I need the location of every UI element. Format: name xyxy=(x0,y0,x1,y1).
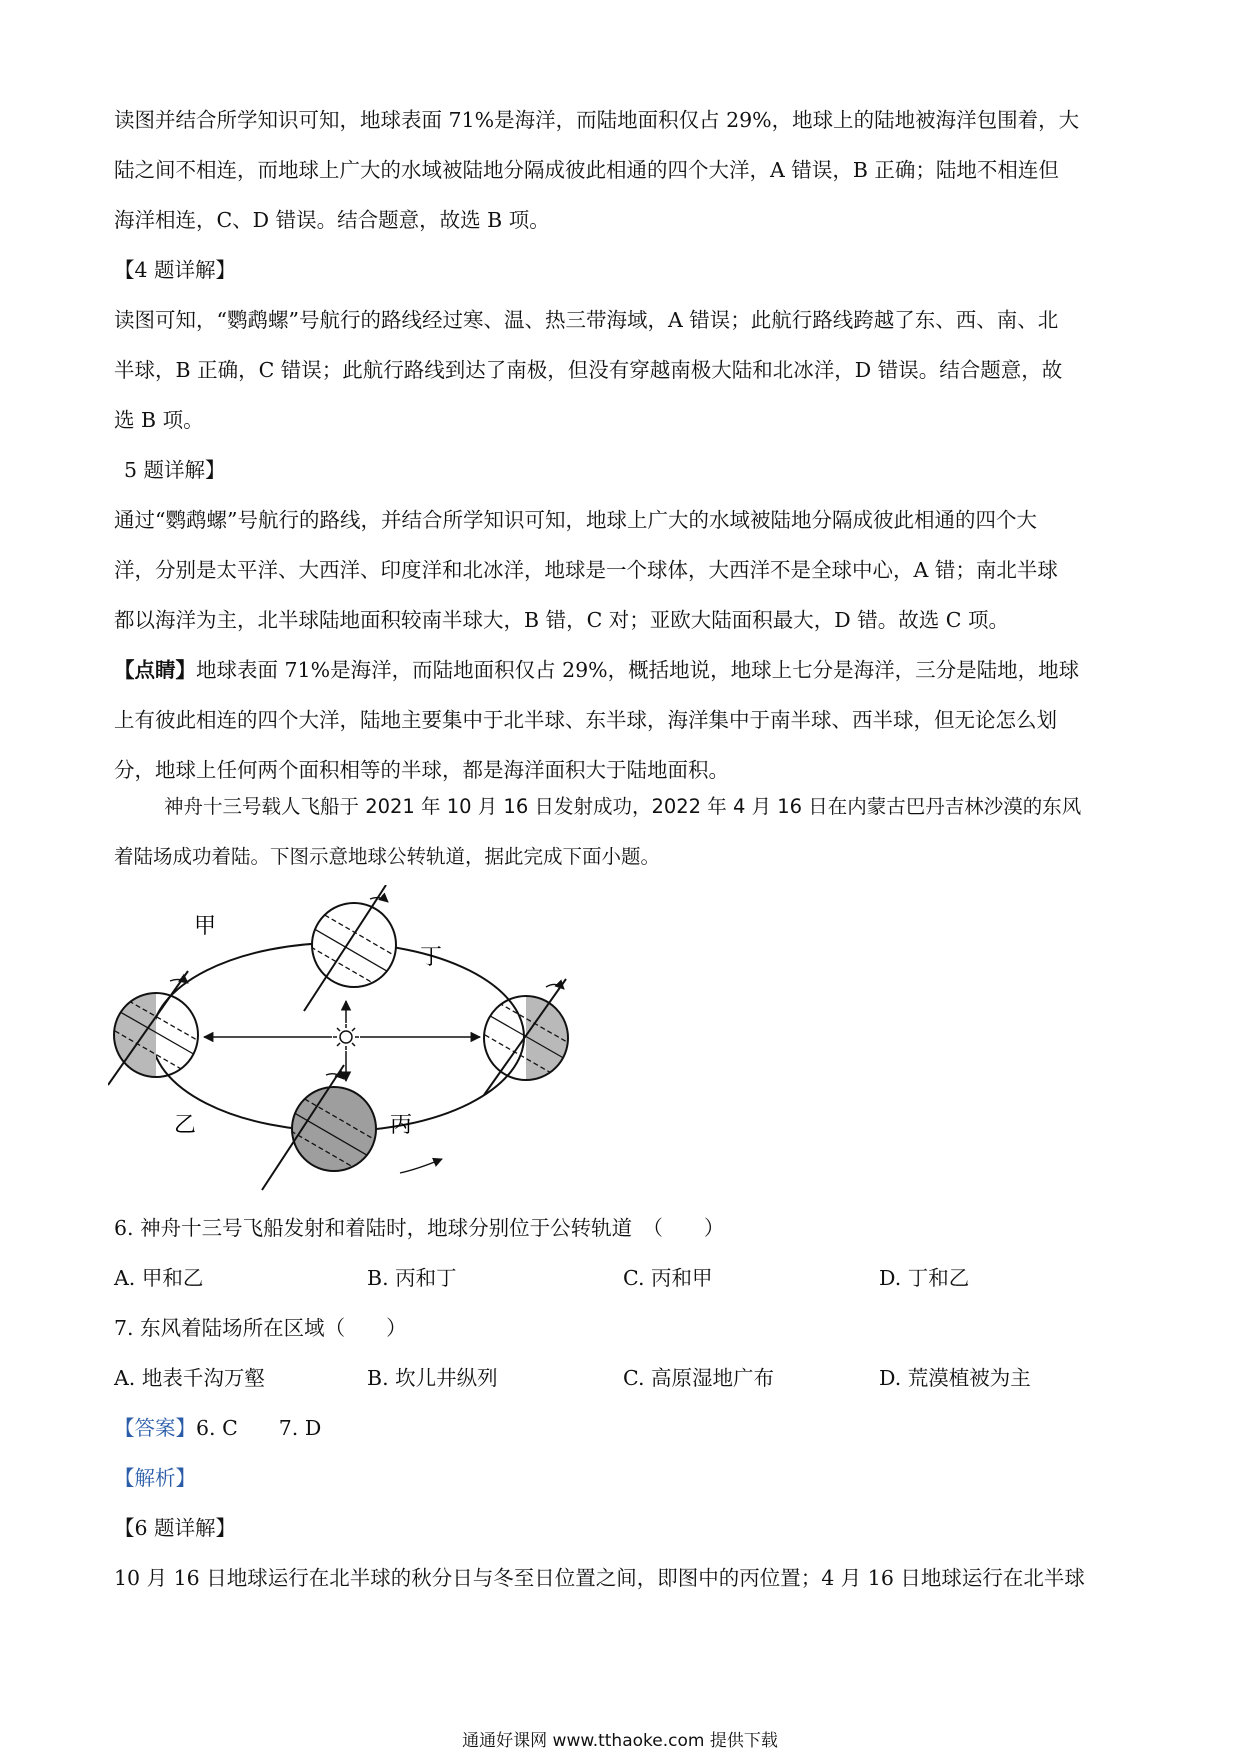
text-line: 读图可知，“鹦鹉螺”号航行的路线经过寒、温、热三带海域，A 错误；此航行路线跨越了东、西、南、北 xyxy=(114,308,1059,332)
question-6-stem: 6. 神舟十三号飞船发射和着陆时，地球分别位于公转轨道 （ ） xyxy=(114,1216,725,1240)
label-jia: 甲 xyxy=(194,914,217,939)
text-line: 通过“鹦鹉螺”号航行的路线，并结合所学知识可知，地球上广大的水域被陆地分隔成彼此相通的四个大 xyxy=(114,508,1037,532)
q6-option-b: B. 丙和丁 xyxy=(367,1266,457,1290)
analysis-label: 【解析】 xyxy=(114,1466,196,1490)
earth-top xyxy=(304,885,404,1011)
earth-right xyxy=(478,979,576,1095)
q6-option-a: A. 甲和乙 xyxy=(114,1266,204,1290)
answer-label: 【答案】 xyxy=(114,1416,196,1440)
q6-option-d: D. 丁和乙 xyxy=(879,1266,970,1290)
earth-bottom xyxy=(262,1065,384,1190)
text-line: 分，地球上任何两个面积相等的半球，都是海洋面积大于陆地面积。 xyxy=(114,758,729,782)
q6-option-c: C. 丙和甲 xyxy=(623,1266,713,1290)
label-bing: 丙 xyxy=(390,1113,413,1138)
question-7-stem: 7. 东风着陆场所在区域（ ） xyxy=(114,1316,407,1340)
text-line: 着陆场成功着陆。下图示意地球公转轨道，据此完成下面小题。 xyxy=(114,845,661,868)
q7-option-d: D. 荒漠植被为主 xyxy=(879,1366,1031,1390)
text-line: 读图并结合所学知识可知，地球表面 71%是海洋，而陆地面积仅占 29%，地球上的陆地被海洋包围着，大 xyxy=(114,108,1080,132)
earth-orbit-diagram xyxy=(108,885,578,1195)
paragraph-q6-explanation: 10 月 16 日地球运行在北半球的秋分日与冬至日位置之间，即图中的丙位置；4 月 16 日地球运行在北半球 xyxy=(114,1566,1085,1590)
text-line xyxy=(114,645,1124,695)
q7-option-c: C. 高原湿地广布 xyxy=(623,1366,774,1390)
text-line: 都以海洋为主，北半球陆地面积较南半球大，B 错，C 对；亚欧大陆面积最大，D 错。故选 C 项。 xyxy=(114,608,1009,632)
answer-text: 6. C 7. D xyxy=(196,1416,322,1440)
heading-q6-detail: 【6 题详解】 xyxy=(114,1516,237,1540)
text-line: 神舟十三号载人飞船于 2021 年 10 月 16 日发射成功，2022 年 4 月 16 日在内蒙古巴丹吉林沙漠的东风 xyxy=(164,795,1082,818)
q7-option-b: B. 坎儿井纵列 xyxy=(367,1366,498,1390)
earth-left xyxy=(108,971,204,1085)
text-line: 海洋相连，C、D 错误。结合题意，故选 B 项。 xyxy=(114,208,550,232)
text-line: 选 B 项。 xyxy=(114,408,204,432)
text-line: 洋，分别是太平洋、大西洋、印度洋和北冰洋，地球是一个球体，大西洋不是全球中心，A 错；南北半球 xyxy=(114,558,1058,582)
heading-q5-detail: 5 题详解】 xyxy=(124,458,226,482)
paragraph-q4-explanation xyxy=(114,295,1124,445)
label-yi: 乙 xyxy=(174,1113,197,1138)
paragraph-q5-explanation xyxy=(114,495,1124,645)
label-ding: 丁 xyxy=(420,945,443,970)
heading-q4-detail: 【4 题详解】 xyxy=(114,258,237,282)
tip-text: 地球表面 71%是海洋，而陆地面积仅占 29%，概括地说，地球上七分是海洋，三分是陆地，地球 xyxy=(196,658,1080,682)
text-line: 上有彼此相连的四个大洋，陆地主要集中于北半球、东半球，海洋集中于南半球、西半球，但无论怎么划 xyxy=(114,708,1057,732)
tip-block xyxy=(114,645,1124,795)
text-line: 半球，B 正确，C 错误；此航行路线到达了南极，但没有穿越南极大陆和北冰洋，D 错误。结合题意，故 xyxy=(114,358,1063,382)
answer-line xyxy=(114,1403,1124,1453)
paragraph-q3-explanation xyxy=(114,95,1124,245)
revolution-direction-arrow xyxy=(400,1159,442,1173)
passage-intro xyxy=(114,782,1124,882)
sun-icon xyxy=(333,1024,359,1050)
tip-label: 【点睛】 xyxy=(114,658,196,682)
text-line: 陆之间不相连，而地球上广大的水域被陆地分隔成彼此相通的四个大洋，A 错误，B 正确；陆地不相连但 xyxy=(114,158,1059,182)
q7-option-a: A. 地表千沟万壑 xyxy=(114,1366,265,1390)
footer-source: 通通好课网 www.tthaoke.com 提供下载 xyxy=(462,1731,778,1751)
